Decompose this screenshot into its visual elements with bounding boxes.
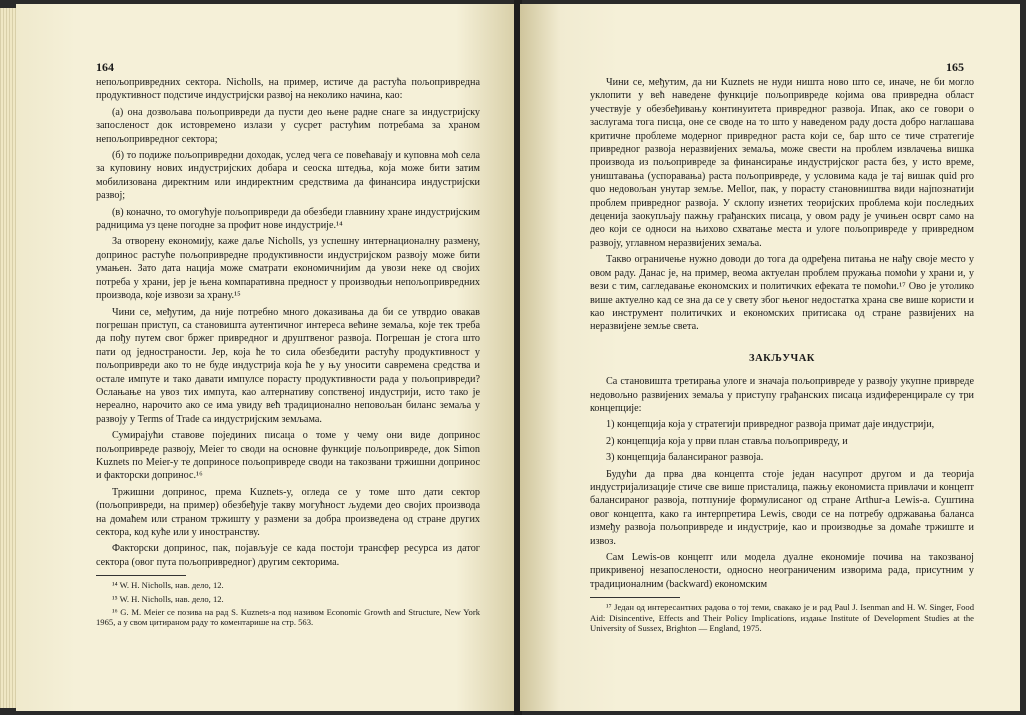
paragraph: Сам Lewis-ов концепт или модела дуалне економије почива на такозваној прикривеној незапослености, односно неограниченим изворима рада, присутним у традиционалним (backward) економским <box>590 552 974 590</box>
paragraph: За отворену економију, каже даље Nicholls, уз успешну интернационалну размену, допринос растуће пољопривредне продуктивности индустријском развоју може бити умањен. Зато дата нација може сматрати економичнијим да увози неке од својих потреба у храни, јер је њена компаративна предност у производњи непољопривредних производа, које извози за храну.¹⁵ <box>96 236 480 302</box>
footnote: ¹⁶ G. M. Meier се позива на рад S. Kuznets-а под називом Economic Growth and Structure, New York 1965, а у свом цитираном раду то коментарише на стр. 563. <box>96 607 480 628</box>
right-body <box>590 76 974 636</box>
list-item: 1) концепција која у стратегији привредног развоја примат даје индустрији, <box>606 419 935 431</box>
list-item: 2) концепција која у први план ставља пољопривреду, и <box>606 435 848 447</box>
paragraph: непољопривредних сектора. Nicholls, на пример, истиче да растућа пољопривредна продуктивност подстиче индустријски развој на неколико начина, као: <box>96 77 480 102</box>
left-body <box>96 76 480 631</box>
page-number-left: 164 <box>96 60 114 74</box>
paragraph: Факторски допринос, пак, појављује се када постоји трансфер ресурса из датог сектора (овог пута пољопривредног) другим секторима. <box>96 543 480 568</box>
paragraph: Са становишта третирања улоге и значаја пољопривреде у развоју укупне привреде недовољно развијених земаља у приступу грађанских писаца издиференцирале су три концепције: <box>590 376 974 414</box>
paragraph: Сумирајући ставове појединих писаца о томе у чему они виде допринос пољопривреде развоју, Meier то своди на основне функције пољопривреде, док Simon Kuznets по Meier-у те доприносе пољопривреде своди на такозвани тржишни допринос и факторски допринос.¹⁶ <box>96 430 480 482</box>
list-item: (в) коначно, то омогућује пољопривреди да обезбеди главнину хране индустријским радницима уз цене погодне за профит нове индустрије.¹⁴ <box>96 206 480 232</box>
left-page <box>16 4 516 711</box>
footnote-rule <box>96 575 186 576</box>
paragraph: Такво ограничење нужно доводи до тога да одређена питања не нађу своје место у овом раду. Данас је, на пример, веома актуелан проблем пружања помоћи у храни и, у вези с тим, сагледавање економских и политичких ефеката те помоћи.¹⁷ Ово је утолико више актуелно кад се зна да се у свету због њеног недостатка храна све више користи и као инструмент политичких и економских притисака од стране развијених на неразвијене земље света. <box>590 254 974 333</box>
list-item: (а) она дозвољава пољопривреди да пусти део њене радне снаге за индустријску запосленост док истовремено излази у сусрет растућим потребама за храном непољопривредног сектора; <box>96 106 480 145</box>
footnote: ¹⁵ W. H. Nicholls, нав. дело, 12. <box>112 593 224 604</box>
section-heading: ЗАКЉУЧАК <box>749 352 815 364</box>
paragraph: Чини се, међутим, да није потребно много доказивања да би се утврдио овакав погрешан приступ, са становишта аутентичног интереса већине земаља, које тек треба да пођу путем свог бржег привредног и друштвеног развоја. Погрешан је стога што пати од једностраности. Јер, која ће то сила обезбедити растућу продуктивност у пољопривреди ако то не буде индустрија која ће у њу уносити савремена средства и остале импуте и тако давати импулсе порасту продуктивности рада у пољопривреди? Ослањање на увоз тих импута, као алтернативу сопственој индустрији, исто тако је нереално, нарочито ако се има увиду већ традиционално неповољан биланс земаља у развоју у Terms of Trade са индустријским земљама. <box>96 306 480 425</box>
footnote-rule <box>590 597 680 598</box>
right-page <box>520 4 1020 711</box>
footnote: ¹⁴ W. H. Nicholls, нав. дело, 12. <box>112 580 224 591</box>
list-item: 3) концепција балансираног развоја. <box>606 452 764 464</box>
paragraph: Будући да прва два концепта стоје један насупрот другом и да теорија индустријализације стиче све више присталица, пажњу економиста привлачи и концепт балансираног развоја, потпуније формулисаног од стране Arthur-а Lewis-а. Суштина овог концепта, како га интерпретира Lewis, своди се на потребу одржавања баланса између развоја пољопривреде и индустрије, као и производње за домаће тржиште и извоз. <box>590 468 974 547</box>
page-number-right: 165 <box>946 60 964 74</box>
paragraph: Тржишни допринос, према Kuznets-у, огледа се у томе што дати сектор (пољопривреди, на пример) обезбеђује такву могућност људеми део својих производа на домаћем или страном тржишту у размени за добра произведена од стране других сектора, код куће или у иностранству. <box>96 486 480 538</box>
footnote: ¹⁷ Један од интересантних радова о тој теми, свакако је и рад Paul J. Isenman and H. W. Singer, Food Aid: Disincentive, Effects and Their Policy Implications, издање Institute of Development Studies at the University of Sussex, Brighton — England, 1975. <box>590 602 974 634</box>
paragraph: Чини се, међутим, да ни Kuznets не нуди ништа ново што се, иначе, не би могло уклопити у већ наведене функције пољопривреде којима ова привредна област учествује у обезбеђивању континуитета привредног развоја. Ипак, ако се говори о заслугама тога писца, оне се своде на то што у наведеном раду доста добро наглашава критичне проблеме модерног привредног раста који се, бар што се тиче стратегије привредног развоја неразвијених земаља, може свести на проблем извлачења вишка производа из пољопривреде за финансирање индустријског раста без, у исто време, уништавања (успоравања) раста пољопривреде, у условима када је тај вишак quid pro quo недовољан унутар земље. Mellor, пак, у порасту становништва види најпознатији проблем привредног развоја. У склопу изнетих теоријских проблема који последњих деценија заокупљају пажњу грађанских писаца, у овом раду је учињен осврт само на део који се односи на њихово схватање места и улоге пољопривреде у привредном развоју, углавном неразвијених земаља. <box>590 77 974 249</box>
list-item: (б) то подиже пољопривредни доходак, услед чега се повећавају и куповна моћ села за куповину нових индустријских добара и сеоска штедња, која може бити затим мобилизована директним или индиректним средствима да финансира индустријски развој; <box>96 150 480 202</box>
